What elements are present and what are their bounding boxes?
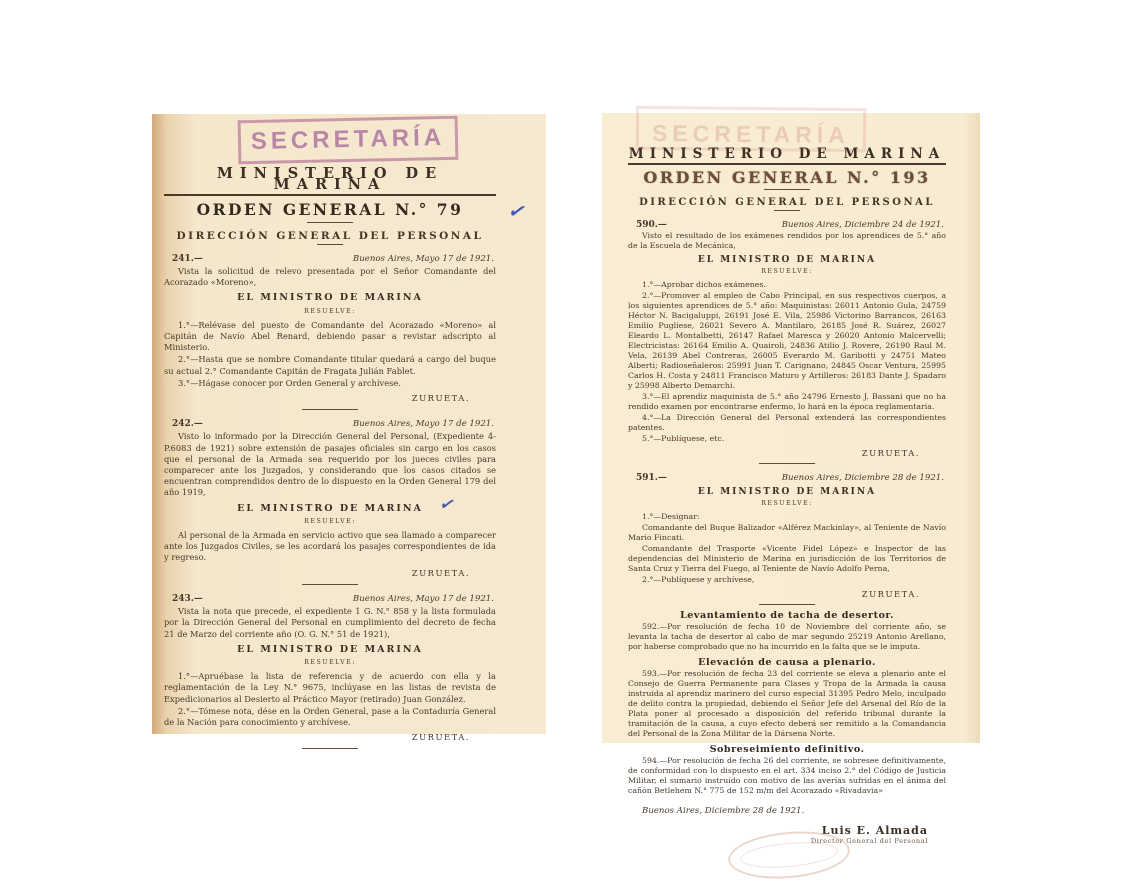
section-number: 591.— [636,473,667,483]
section-591 [628,473,946,605]
section-date: Buenos Aires, Mayo 17 de 1921. [352,253,494,264]
resolution-item: 2.°—Promover al empleo de Cabo Principal, en sus respectivos cuerpos, a los siguientes aprendices de 5.° año: Maquinistas: 26011 Antonio Gula, 24759 Héctor N. Bacigaluppi, 26191 José E. Vila, 25986 Victorino Barrancos, 26163 Emilio Pugliese, 26021 Severo A. Mantilaro, 26185 José R. Suárez, 26027 Eleardo L. Montalbetti, 26147 Rafael Maresca y 26020 Antonio Malcervelli; Electricistas: 26164 Emilio A. Quairoli, 24836 Atilio J. Rovere, 26190 Raul M. Vela, 26139 Abel Contreras, 26005 Everardo M. Garibotti y 24751 Mateo Alberti; Radioseñaleros: 25991 Juan T. Carignano, 24845 Oscar Ventura, 25995 Carlos H. Costa y 24811 Francisco Maturo y Artilleros: 26183 Dante J. Spadaro y 25998 Alberto Demarchi. [628,291,946,390]
left-page [152,114,546,743]
resolution-item: 1.°—Apruébase la lista de referencia y de acuerdo con ella y la reglamentación de la Ley N.° 9675, inclúyase en las listas de revista de Expedicionarios al Desierto al Práctico Mayor (retirado) Juan González. [164,671,496,704]
resolution-item: 3.°—Hágase conocer por Orden General y archívese. [178,377,401,388]
resolution-item: 4.°—La Dirección General del Personal extenderá las correspondientes patentes. [628,413,946,432]
section-number: 590.— [636,220,667,230]
resolution-item: 2.°—Hasta que se nombre Comandante titular quedará a cargo del buque su actual 2.° Comandante Capitán de Fragata Julián Fablet. [164,354,496,376]
resolution-item: 5.°—Publíquese, etc. [642,434,725,443]
resolution-item: 1.°—Aprobar dichos exámenes. [642,280,766,289]
notice-text: 592.—Por resolución de fecha 10 de Noviembre del corriente año, se levanta la tacha de desertor al cabo de mar segundo 25219 Antonio Arellano, por haberse comprobado que no ha incurrido en la falta que se le imputa. [628,622,946,651]
resolution-item: Comandante del Buque Balizador «Alférez Mackinlay», al Teniente de Navío Mario Fincati. [628,523,946,542]
section-date: Buenos Aires, Mayo 17 de 1921. [352,419,494,430]
resolution-item: 1.°—Relévase del puesto de Comandante del Acorazado «Moreno» al Capitán de Navío Abel Renard, debiendo pasar a revistar adscripto al Ministerio. [164,319,496,353]
closing-date: Buenos Aires, Diciembre 28 de 1921. [642,806,805,816]
resolve-label: RESUELVE: [304,307,356,315]
checkmark-icon: ✓ [436,493,460,516]
section-date: Buenos Aires, Diciembre 28 de 1921. [781,473,944,483]
minister-heading [164,292,496,303]
checkmark-icon: ✓ [505,198,531,225]
order-title: ORDEN GENERAL N.° 193 [643,168,931,187]
ministry-title: MINISTERIO DE MARINA [628,149,946,165]
oval-stamp-inner [739,839,839,871]
minister-heading-text: EL MINISTRO DE MARINA [237,292,423,304]
section-divider [759,463,815,464]
minister-heading-text: EL MINISTRO DE MARINA [697,255,877,265]
notice-heading: Elevación de causa a plenario. [698,657,876,668]
signature: ZURUETA. [411,732,470,743]
direction-title: DIRECCIÓN GENERAL DEL PERSONAL [176,229,484,242]
section-date: Buenos Aires, Mayo 17 de 1921. [352,593,494,604]
direction-title: DIRECCIÓN GENERAL DEL PERSONAL [639,197,935,208]
resolution-item: 3.°—El aprendiz maquinista de 5.° año 24796 Ernesto J. Bassani que no ha rendido examen por encontrarse enfermo, lo hará en la época reglamentaria. [628,392,946,411]
resolution-item: 2.°—Tómese nota, dése en la Orden General, pase a la Contaduría General de la Nación para conocimiento y archívese. [164,705,496,727]
signature: ZURUETA. [861,448,920,458]
section-242 [164,419,496,585]
order-title: ORDEN GENERAL N.° 79 [196,200,464,220]
minister-heading-text: EL MINISTRO DE MARINA [237,643,423,655]
section-590 [628,220,946,464]
section-date: Buenos Aires, Diciembre 24 de 1921. [781,220,944,230]
signature: ZURUETA. [411,567,470,578]
notice-text: 594.—Por resolución de fecha 26 del corriente, se sobresee definitivamente, de conformidad con lo dispuesto en el art. 334 inciso 2.° del Código de Justicia Militar, el sumario instruído con motivo de las averías sufridas en el ánima del cañón Betlehem N.° 775 de 152 m/m del Acorazado «Rivadavia» [628,756,946,795]
section-intro: Visto lo informado por la Dirección General del Personal, (Expediente 4-P.6083 de 1921) sobre extensión de pasajes oficiales sin cargo en los casos que el personal de la Armada sea requerido por los jueces civiles para comparecer ante los Juzgados, y considerando que los casos citados se encuentran comprendidos dentro de lo dispuesto en la Orden General 179 del año 1919, [164,431,496,498]
section-divider [302,409,358,410]
notice-593 [628,658,946,739]
section-241 [164,254,496,410]
right-page [602,113,980,845]
resolve-label: RESUELVE: [304,517,356,525]
section-divider [759,604,815,605]
ministry-title: MINISTERIO DE MARINA [164,168,496,196]
minister-heading [164,644,496,655]
section-intro: Visto el resultado de los exámenes rendidos por los aprendices de 5.° año de la Escuela de Mecánica, [628,231,946,250]
notice-heading: Sobreseimiento definitivo. [709,744,865,755]
minister-heading [628,255,946,265]
order-title-underline [764,189,810,190]
section-number: 241.— [172,253,203,264]
notice-heading: Levantamiento de tacha de desertor. [680,610,894,621]
notice-text: 593.—Por resolución de fecha 23 del corriente se eleva a plenario ante el Consejo de Guerra Permanente para Clases y Tropa de la Armada la causa instruida al aprendiz marinero del curso especial 31395 Pedro Melo, inculpado de delito contra la propiedad, debiendo el Señor Jefe del Arsenal del Río de la Plata poner al procesado a disposición del referido tribunal durante la tramitación de la causa, a cuyo efecto deberá ser remitido a la Comandancia del Personal de la Zona Militar de la Dársena Norte. [628,669,946,738]
section-intro: Vista la solicitud de relevo presentada por el Señor Comandante del Acorazado «Moreno», [164,266,496,288]
resolve-label: RESUELVE: [761,268,813,275]
section-number: 243.— [172,593,203,604]
secretaria-stamp-text: SECRETARÍA [250,123,446,156]
resolution-item: Comandante del Trasporte «Vicente Fidel López» e Inspector de las dependencias del Ministerio de Marina en jurisdicción de los Territorios de Santa Cruz y Tierra del Fuego, al Teniente de Navío Adolfo Perna, [628,544,946,573]
resolve-label: RESUELVE: [304,658,356,666]
minister-heading-text: EL MINISTRO DE MARINA [237,502,423,514]
order-title-row [628,168,946,187]
order-title-row [164,198,531,225]
direction-underline [774,210,800,211]
minister-heading [628,487,946,497]
signer-block [628,826,946,846]
section-243 [164,594,496,749]
order-title-underline [307,222,353,223]
section-number: 242.— [172,419,203,430]
section-divider [302,748,358,749]
section-divider [302,584,358,585]
resolve-label: RESUELVE: [761,500,813,507]
resolution-item: 2.°—Publíquese y archívese, [642,575,755,584]
notice-594 [628,745,946,796]
resolution-item: Al personal de la Armada en servicio activo que sea llamado a comparecer ante los Juzgados Civiles, se les acordará los pasajes correspondientes de ida y regreso. [164,530,496,563]
signature: ZURUETA. [861,589,920,599]
minister-heading-text: EL MINISTRO DE MARINA [697,487,877,497]
section-intro: Vista la nota que precede, el expediente 1 G. N.° 858 y la lista formulada por la Dirección General del Personal en cumplimiento del decreto de fecha 21 de Marzo del corriente año (O. G. N.° 51 de 1921), [164,606,496,639]
secretaria-ghost-stamp-text: SECRETARÍA [651,119,850,149]
signature: ZURUETA. [411,393,470,404]
signer-name: Luis E. Almada [821,824,928,837]
resolution-item: 1.°—Designar: [642,512,700,521]
minister-heading [164,493,496,516]
direction-underline [317,244,343,245]
notice-592 [628,611,946,652]
signer-title: Director General del Personal [810,837,928,845]
